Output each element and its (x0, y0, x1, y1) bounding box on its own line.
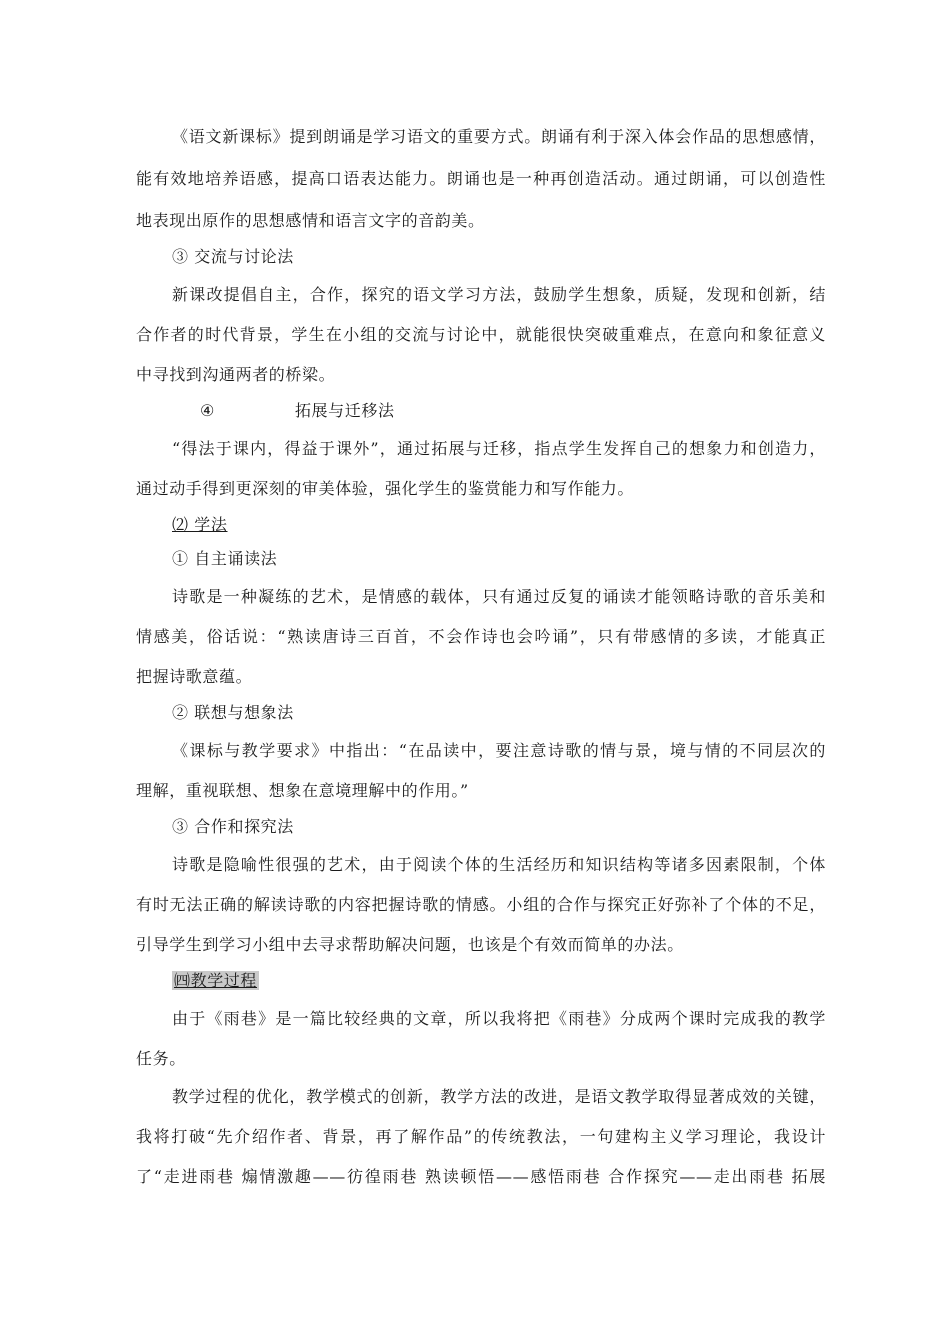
paragraph-line: 有时无法正确的解读诗歌的内容把握诗歌的情感。小组的合作与探究正好弥补了个体的不足， (136, 895, 826, 914)
paragraph-line: 我将打破“先介绍作者、背景，再了解作品”的传统教法，一句建构主义学习理论，我设计 (136, 1127, 826, 1146)
paragraph-line: 《课标与教学要求》中指出：“在品读中，要注意诗歌的情与景，境与情的不同层次的 (172, 741, 826, 760)
paragraph-line: “得法于课内，得益于课外”，通过拓展与迁移，指点学生发挥自己的想象力和创造力， (172, 439, 826, 458)
paragraph-line: 诗歌是一种凝练的艺术，是情感的载体，只有通过反复的诵读才能领略诗歌的音乐美和 (172, 587, 826, 606)
section-heading-text: ㈣教学过程 (174, 971, 258, 990)
paragraph-line: 《语文新课标》提到朗诵是学习语文的重要方式。朗诵有利于深入体会作品的思想感情， (172, 127, 826, 146)
paragraph-line: 地表现出原作的思想感情和语言文字的音韵美。 (136, 211, 485, 230)
paragraph-line: 引导学生到学习小组中去寻求帮助解决问题，也该是个有效而简单的办法。 (136, 935, 684, 954)
paragraph-line: 情感美，俗话说：“熟读唐诗三百首，不会作诗也会吟诵”，只有带感情的多读，才能真正 (136, 627, 826, 646)
method-heading: ① 自主诵读法 (172, 549, 278, 568)
paragraph-line: 任务。 (136, 1049, 186, 1068)
heading-number: ④ (200, 401, 215, 420)
method-heading: ③ 交流与讨论法 (172, 247, 294, 266)
heading-text: 拓展与迁移法 (294, 401, 395, 420)
method-heading: ② 联想与想象法 (172, 703, 294, 722)
paragraph-line: 诗歌是隐喻性很强的艺术，由于阅读个体的生活经历和知识结构等诸多因素限制，个体 (172, 855, 826, 874)
paragraph-line: 了“走进雨巷 煽情激趣——彷徨雨巷 熟读顿悟——感悟雨巷 合作探究——走出雨巷 拓展 (136, 1167, 826, 1186)
paragraph-line: 能有效地培养语感，提高口语表达能力。朗诵也是一种再创造活动。通过朗诵，可以创造性 (136, 169, 826, 188)
method-heading (200, 400, 500, 422)
paragraph-line: 新课改提倡自主，合作，探究的语文学习方法，鼓励学生想象，质疑，发现和创新，结 (172, 285, 826, 304)
paragraph-line: 理解，重视联想、想象在意境理解中的作用。” (136, 781, 469, 800)
paragraph-line: 通过动手得到更深刻的审美体验，强化学生的鉴赏能力和写作能力。 (136, 479, 635, 498)
paragraph-line: 教学过程的优化，教学模式的创新，教学方法的改进，是语文教学取得显著成效的关键， (172, 1087, 826, 1106)
paragraph-line: 合作者的时代背景，学生在小组的交流与讨论中，就能很快突破重难点，在意向和象征意义 (136, 325, 826, 344)
section-heading-text: ⑵ 学法 (172, 515, 228, 534)
paragraph-line: 由于《雨巷》是一篇比较经典的文章，所以我将把《雨巷》分成两个课时完成我的教学 (172, 1009, 826, 1028)
section-heading (172, 970, 472, 992)
section-heading (172, 514, 826, 536)
paragraph-line: 把握诗歌意蕴。 (136, 667, 253, 686)
method-heading: ③ 合作和探究法 (172, 817, 294, 836)
paragraph-line: 中寻找到沟通两者的桥梁。 (136, 365, 336, 384)
